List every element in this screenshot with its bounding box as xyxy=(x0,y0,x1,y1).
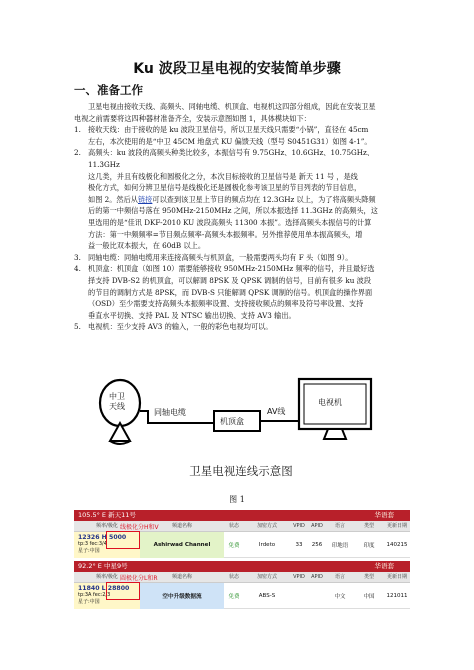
item-line: 后的第一中频信号落在 950MHz-2150MHz 之间，所以本振选择 11.3GHz 的高频头，这 xyxy=(88,206,378,216)
channel-name[interactable]: Ashirwad Channel xyxy=(140,532,224,558)
column-header: 更新日期 xyxy=(386,574,407,580)
channel-name[interactable]: 空中升级数据流 xyxy=(140,583,224,609)
type-cell: 中国 xyxy=(363,593,375,600)
item-number: 5. xyxy=(74,322,81,332)
column-header: APID xyxy=(311,574,323,580)
item-line: 高频头：ku 波段的高频头种类比较多，本振信号有 9.75GHz、10.6GHz、10.75GHz、11.3GHz xyxy=(88,148,375,169)
item-line: 方法：第一中频频率=节目频点频率-高频头本振频率。另外推荐使用单本振高频头，增 xyxy=(88,229,363,239)
frequency-detail: 星子:中国 xyxy=(78,598,100,605)
item-line-with-link xyxy=(88,194,399,206)
list-item xyxy=(74,263,399,321)
package-label: 华语套 xyxy=(374,562,394,570)
figure-caption: 图 1 xyxy=(229,495,245,504)
item-line: 里选用的是“佳讯 DKF-2010 KU 波段高频头 11300 本振”。选择高频头本振信号的计算 xyxy=(88,217,372,227)
item-line: 电视机：至少支持 AV3 的输入，一般的彩色电视均可以。 xyxy=(88,322,273,332)
column-header: 加密方式 xyxy=(256,574,277,580)
annotation-note: 圆极化分L和R xyxy=(120,575,158,582)
diagram-title: 卫星电视连线示意图 xyxy=(189,464,293,478)
column-header: 频率/极化 xyxy=(96,523,118,529)
list-item xyxy=(74,252,399,264)
frequency-detail: tp:3A fec:2/3 xyxy=(78,592,111,599)
item-number: 3. xyxy=(74,252,81,262)
satellite-name: 105.5° E 新天11号 xyxy=(78,511,136,519)
item-line: 益一般比双本振大，在 60dB 以上。 xyxy=(88,241,206,251)
channel-table-1 xyxy=(74,510,410,558)
av-cable-label: AV线 xyxy=(267,407,286,416)
item-line: 极化方式，如何分辨卫星信号是线极化还是圆极化参考该卫星的节目列表的节目信息， xyxy=(88,183,362,193)
package-label: 华语套 xyxy=(374,511,394,519)
frequency-detail: tp:3 fec:3/4 xyxy=(78,541,107,548)
column-header: 频率/极化 xyxy=(96,574,118,580)
language-cell: 印地语 xyxy=(331,542,349,549)
tv-label: 电视机 xyxy=(318,398,342,407)
list-item xyxy=(74,124,399,147)
page-title: Ku 波段卫星电视的安装简单步骤 xyxy=(133,61,341,77)
column-header: 语言 xyxy=(334,574,345,580)
item-number: 1. xyxy=(74,125,81,135)
column-header: VPID xyxy=(293,574,305,580)
language-cell: 中文 xyxy=(334,593,346,600)
satellite-info-link[interactable]: 链接 xyxy=(137,194,153,204)
frequency-detail: 星子:中国 xyxy=(78,547,100,554)
column-header: 状态 xyxy=(228,574,239,580)
column-header: 加密方式 xyxy=(256,523,277,529)
coax-cable-label: 同轴电缆 xyxy=(154,408,186,417)
column-header: 类型 xyxy=(363,523,374,529)
frequency-value: 12326 H 5000 xyxy=(78,533,127,541)
encryption-cell: Irdeto xyxy=(258,541,276,548)
item-line: 左右，本次使用的是“中卫 45CM 地盘式 KU 偏馈天线（型号 S0451G31）如图 4-1”。 xyxy=(88,136,372,146)
encryption-cell: ABS-S xyxy=(258,592,276,599)
annotation-note: 线极化分H和V xyxy=(120,524,159,531)
column-header: VPID xyxy=(293,523,305,529)
item-line: （OSD）至少需要支持高频头本振频率设置、支持接收频点的频率及符号率设置、支持 xyxy=(88,299,364,309)
status-cell: 免费 xyxy=(228,593,240,600)
type-cell: 印度 xyxy=(363,542,375,549)
column-header: APID xyxy=(311,523,323,529)
list-item xyxy=(74,147,399,251)
item-line: 这几类，并且有线极化和圆极化之分，本次目标接收的卫星信号是 新天 11 号 ，是线 xyxy=(88,171,358,181)
satellite-bar xyxy=(74,561,410,572)
frequency-value: 11840 L 28800 xyxy=(78,584,130,592)
item-line: 同轴电缆：同轴电缆用来连接高频头与机顶盒，一般需要两头均有 F 头（如图 9）。 xyxy=(88,252,353,262)
vpid-cell: 33 xyxy=(295,541,303,548)
satellite-bar xyxy=(74,510,410,521)
section-heading: 一、准备工作 xyxy=(74,83,143,97)
item-line: 的节目的调制方式是 8PSK，而 DVB-S 只能解调 QPSK 调制的信号。机顶盒的操作界面 xyxy=(88,287,373,297)
column-header: 类型 xyxy=(363,574,374,580)
column-header: 频道名称 xyxy=(171,523,192,529)
connection-diagram xyxy=(96,373,386,478)
antenna-label-line: 中卫 xyxy=(109,392,125,401)
column-header: 更新日期 xyxy=(386,523,407,529)
item-text: 可以查到该卫星上节目的频点均在 12.3GHz 以上，为了将高频头降频 xyxy=(152,194,376,204)
item-number: 4. xyxy=(74,264,81,274)
antenna-label xyxy=(109,392,125,412)
date-cell: 121011 xyxy=(386,592,408,599)
column-header: 语言 xyxy=(334,523,345,529)
item-text: 如图 2。然后从 xyxy=(88,194,138,204)
item-line: 择支持 DVB-S2 的机顶盒，可以解调 8PSK 及 QPSK 调制的信号，目前有很多 ku 波段 xyxy=(88,275,372,285)
item-number: 2. xyxy=(74,148,81,158)
intro-line-2: 电视之前需要将这四种器材准备齐全，安装示意图如图 1，具体模块如下： xyxy=(74,113,311,123)
document-body xyxy=(74,101,399,333)
stb-label: 机顶盒 xyxy=(220,417,244,426)
intro-line-1: 卫星电视由接收天线、高频头、同轴电缆、机顶盒、电视机这四部分组成，因此在安装卫星 xyxy=(88,102,376,111)
column-header: 状态 xyxy=(228,523,239,529)
annotation-box xyxy=(106,531,140,549)
status-cell: 免费 xyxy=(228,542,240,549)
item-line: 机顶盒：机顶盒（如图 10）需要能够接收 950MHz-2150MHz 频率的信号，并且最好选 xyxy=(88,264,375,274)
apid-cell: 256 xyxy=(311,541,323,548)
date-cell: 140215 xyxy=(386,541,408,548)
channel-table-2 xyxy=(74,561,410,609)
column-header: 频道名称 xyxy=(171,574,192,580)
annotation-box xyxy=(106,582,140,600)
satellite-name: 92.2° E 中星9号 xyxy=(78,562,128,570)
tv-stand-shape xyxy=(324,429,346,439)
list-item xyxy=(74,321,399,333)
antenna-label-line: 天线 xyxy=(109,402,125,411)
item-line: 接收天线：由于接收的是 ku 波段卫星信号，所以卫星天线只需要“小锅”，直径在 45cm xyxy=(88,125,369,135)
item-line: 垂直水平切换、支持 PAL 及 NTSC 输出切换、支持 AV3 输出。 xyxy=(88,310,296,320)
